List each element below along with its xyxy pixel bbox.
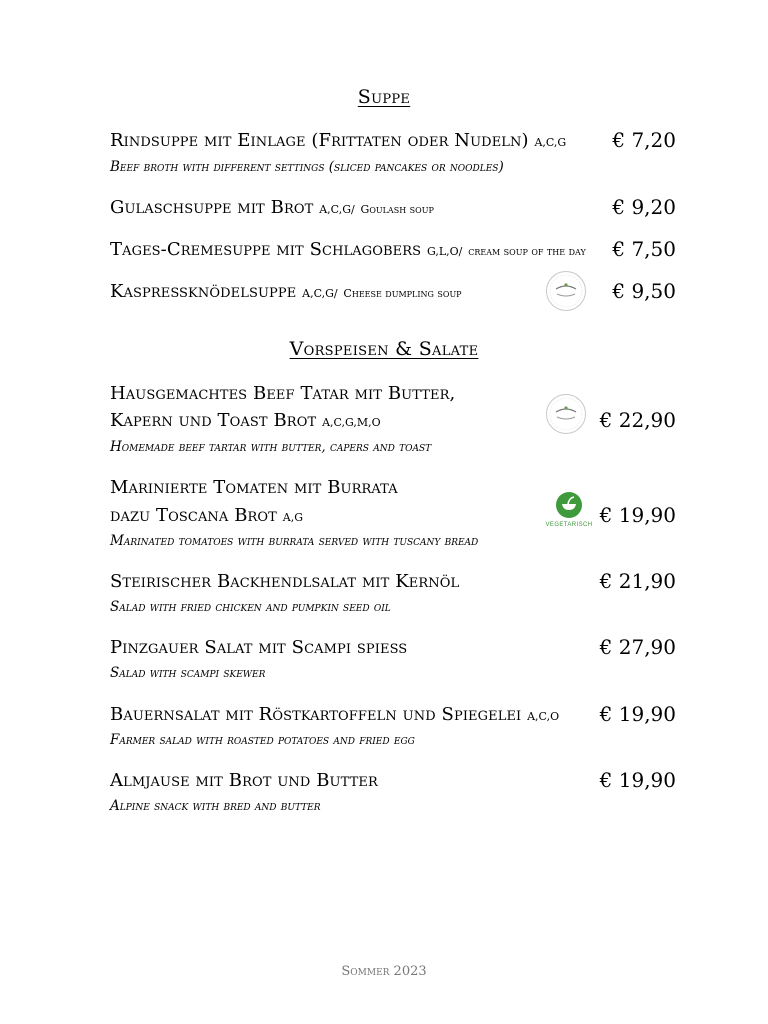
item-price: € 27,90 — [599, 635, 676, 659]
menu-item-backhendlsalat: Steirischer Backhendlsalat mit Kernöl — [110, 571, 460, 592]
item-name: Kaspreßknödelsuppe — [110, 281, 297, 302]
regional-badge-icon — [545, 393, 587, 439]
item-name: dazu Toscana Brot — [110, 505, 277, 526]
menu-item-almjause: Almjause mit Brot und Butter — [110, 770, 378, 791]
item-price: € 7,50 — [612, 237, 676, 261]
item-price: € 19,90 — [599, 503, 676, 527]
item-price: € 7,20 — [612, 128, 676, 152]
menu-item-beef-tatar-line2 — [110, 410, 381, 431]
item-description: Beef broth with different settings (sliced pancakes or noodles) — [110, 159, 504, 175]
allergen-codes: A,C,G,M,O — [322, 416, 381, 429]
item-name: Kapern und Toast Brot — [110, 410, 317, 431]
item-price: € 21,90 — [599, 569, 676, 593]
section-title-suppe: Suppe — [357, 86, 411, 108]
item-name: Rindsuppe mit Einlage (Frittaten oder Nudeln) — [110, 130, 529, 151]
item-description: Salad with scampi skewer — [110, 665, 266, 681]
menu-item-pinzgauer-salat: Pinzgauer Salat mit Scampi spieß — [110, 637, 408, 658]
menu-item-bauernsalat — [110, 704, 559, 725]
allergen-codes: A,G — [282, 511, 304, 524]
item-name: Gulaschsuppe mit Brot — [110, 197, 314, 218]
item-description: Alpine snack with bred and butter — [110, 798, 321, 814]
footer-season: Sommer 2023 — [341, 964, 427, 979]
menu-item-gulaschsuppe — [110, 197, 434, 218]
allergen-codes: A,C,G/ — [319, 203, 355, 216]
menu-item-tomaten-burrata-line2 — [110, 505, 303, 526]
item-description: Farmer salad with roasted potatoes and fried egg — [110, 732, 415, 748]
vegetarian-badge-label: VEGETARISCH — [545, 522, 593, 528]
item-translation: Cheese dumpling soup — [343, 287, 462, 300]
regional-badge-icon — [545, 270, 587, 316]
allergen-codes: A,C,G — [534, 136, 567, 149]
allergen-codes: A,C,O — [527, 710, 560, 723]
menu-item-beef-tatar-line1: Hausgemachtes Beef Tatar mit Butter, — [110, 383, 456, 404]
item-price: € 9,20 — [612, 195, 676, 219]
item-name: Bauernsalat mit Röstkartoffeln und Spiegelei — [110, 704, 522, 725]
menu-item-tomaten-burrata-line1: Marinierte Tomaten mit Burrata — [110, 477, 398, 498]
vegetarian-badge-icon — [543, 490, 595, 528]
item-description: Marinated tomatoes with burrata served with tuscany bread — [110, 533, 479, 549]
item-price: € 19,90 — [599, 768, 676, 792]
menu-item-kaspressknoedelsuppe — [110, 281, 462, 302]
section-title-vorspeisen-salate: Vorspeisen & Salate — [289, 338, 479, 360]
item-price: € 22,90 — [599, 408, 676, 432]
allergen-codes: A,C,G/ — [302, 287, 338, 300]
menu-item-tages-cremesuppe — [110, 239, 586, 260]
item-description: Homemade beef tartar with butter, capers and toast — [110, 439, 432, 455]
menu-item-rindsuppe — [110, 130, 566, 151]
item-description: Salad with fried chicken and pumpkin seed oil — [110, 599, 391, 615]
item-price: € 19,90 — [599, 702, 676, 726]
item-translation: Goulash soup — [360, 203, 434, 216]
item-name: Tages-Cremesuppe mit Schlagobers — [110, 239, 422, 260]
item-price: € 9,50 — [612, 279, 676, 303]
item-translation: cream soup of the day — [468, 245, 586, 258]
allergen-codes: G,L,O/ — [426, 245, 463, 258]
